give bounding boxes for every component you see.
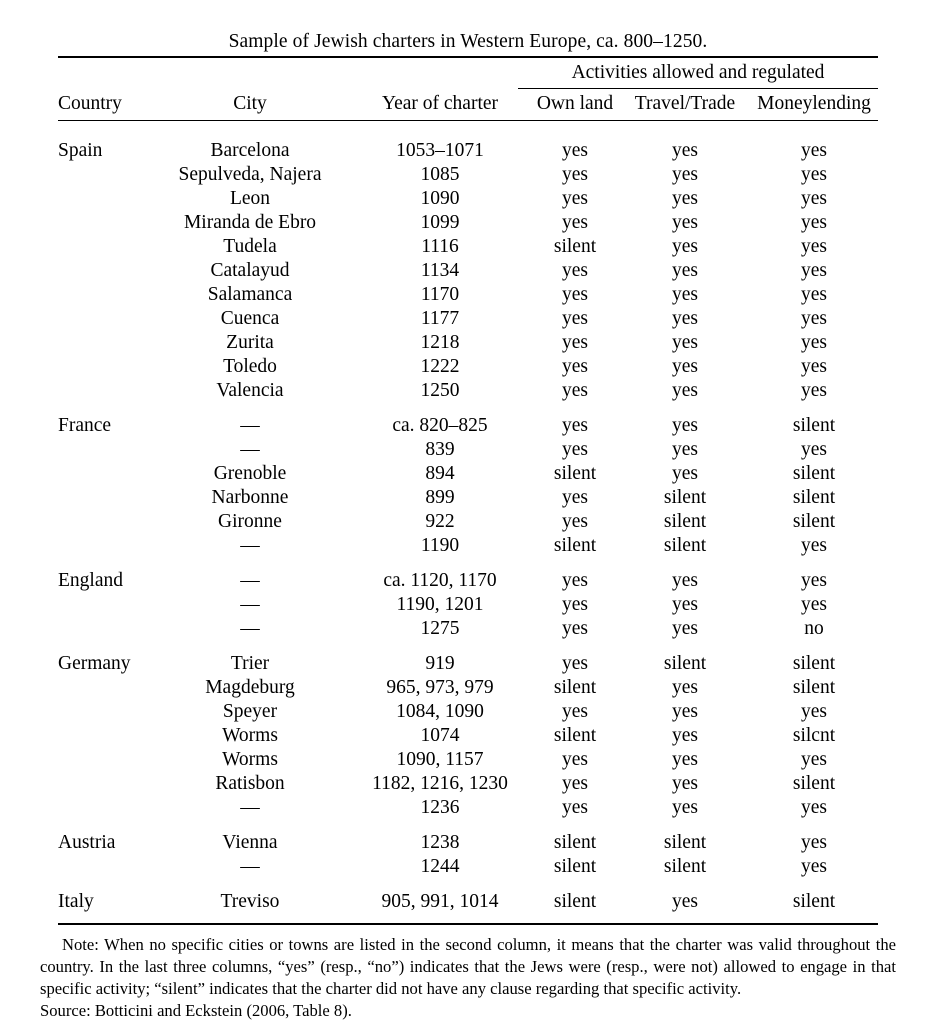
cell-own-land: silent	[553, 534, 597, 556]
cell-own-land: yes	[562, 379, 588, 401]
cell-country: Italy	[58, 890, 94, 912]
header-column-row	[58, 89, 878, 120]
cell-city: Treviso	[220, 890, 280, 912]
cell-moneylending: yes	[801, 569, 827, 591]
cell-travel-trade: yes	[672, 796, 698, 818]
cell-own-land: yes	[562, 652, 588, 674]
table-row	[58, 379, 878, 403]
cell-year: 922	[425, 510, 455, 532]
cell-city: Zurita	[226, 331, 274, 353]
cell-travel-trade: silent	[663, 486, 707, 508]
cell-travel-trade: yes	[672, 331, 698, 353]
cell-year: 1177	[420, 307, 460, 329]
table-row	[58, 617, 878, 641]
cell-year: 905, 991, 1014	[381, 890, 499, 912]
cell-own-land: yes	[562, 617, 588, 639]
cell-city: —	[240, 855, 260, 877]
cell-own-land: silent	[553, 235, 597, 257]
table-bottom-rule	[58, 923, 878, 925]
cell-moneylending: no	[804, 617, 824, 639]
table-row	[58, 700, 878, 724]
table-row	[58, 676, 878, 700]
cell-year: 1053–1071	[396, 139, 484, 161]
cell-year: 1275	[420, 617, 460, 639]
cell-year: 1116	[421, 235, 459, 257]
cell-travel-trade: silent	[663, 510, 707, 532]
cell-city: Catalayud	[210, 259, 290, 281]
cell-year: 1190	[420, 534, 460, 556]
column-header-city: City	[233, 92, 267, 114]
cell-year: ca. 820–825	[392, 414, 488, 436]
cell-moneylending: yes	[801, 187, 827, 209]
cell-moneylending: silent	[792, 510, 836, 532]
cell-city: —	[240, 569, 260, 591]
cell-travel-trade: silent	[663, 652, 707, 674]
cell-moneylending: yes	[801, 748, 827, 770]
cell-travel-trade: yes	[672, 438, 698, 460]
cell-travel-trade: yes	[672, 890, 698, 912]
table-row	[58, 283, 878, 307]
cell-own-land: yes	[562, 438, 588, 460]
cell-city: Sepulveda, Najera	[178, 163, 322, 185]
cell-city: Worms	[222, 724, 278, 746]
cell-year: 839	[425, 438, 455, 460]
cell-city: Grenoble	[213, 462, 287, 484]
table-row	[58, 235, 878, 259]
cell-own-land: yes	[562, 355, 588, 377]
cell-moneylending: yes	[801, 700, 827, 722]
cell-city: Ratisbon	[215, 772, 285, 794]
cell-own-land: yes	[562, 772, 588, 794]
cell-own-land: yes	[562, 307, 588, 329]
table-row	[58, 331, 878, 355]
cell-city: —	[240, 534, 260, 556]
cell-travel-trade: yes	[672, 414, 698, 436]
table-row	[58, 211, 878, 235]
cell-city: Valencia	[216, 379, 284, 401]
cell-own-land: yes	[562, 187, 588, 209]
cell-own-land: yes	[562, 414, 588, 436]
cell-year: 919	[425, 652, 455, 674]
cell-own-land: yes	[562, 331, 588, 353]
cell-year: 1090, 1157	[396, 748, 484, 770]
cell-travel-trade: yes	[672, 676, 698, 698]
header-group-row	[58, 58, 878, 88]
cell-moneylending: silcnt	[792, 724, 836, 746]
table-row	[58, 510, 878, 534]
cell-travel-trade: yes	[672, 724, 698, 746]
cell-moneylending: silent	[792, 462, 836, 484]
table-row	[58, 462, 878, 486]
cell-city: Toledo	[223, 355, 277, 377]
source-text: Source: Botticini and Eckstein (2006, Table 8).	[40, 1000, 352, 1020]
cell-year: 1134	[420, 259, 460, 281]
cell-country: Spain	[58, 139, 103, 161]
table-row	[58, 307, 878, 331]
cell-city: Barcelona	[210, 139, 290, 161]
cell-moneylending: yes	[801, 796, 827, 818]
table-row	[58, 414, 878, 438]
cell-city: Tudela	[223, 235, 277, 257]
note-text: Note: When no specific cities or towns are listed in the second column, it means that the charter was valid throughout the country. In the last three columns, “yes” (resp., “no”) indicates that the Jews were (resp., were not) allowed to engage in that specific activity; “silent” indicates that the charter did not have any clause regarding that specific activity.	[40, 934, 896, 998]
cell-year: 899	[425, 486, 455, 508]
cell-year: 1250	[420, 379, 460, 401]
table-row	[58, 163, 878, 187]
cell-own-land: yes	[562, 259, 588, 281]
cell-travel-trade: silent	[663, 534, 707, 556]
cell-moneylending: yes	[801, 235, 827, 257]
cell-own-land: yes	[562, 796, 588, 818]
table	[58, 56, 878, 925]
column-header-own-land: Own land	[536, 92, 614, 114]
cell-own-land: yes	[562, 211, 588, 233]
table-row	[58, 724, 878, 748]
table-row	[58, 593, 878, 617]
cell-moneylending: silent	[792, 772, 836, 794]
cell-city: Trier	[230, 652, 270, 674]
cell-travel-trade: yes	[672, 235, 698, 257]
page-title: Sample of Jewish charters in Western Europe, ca. 800–1250.	[228, 31, 708, 52]
cell-own-land: yes	[562, 569, 588, 591]
cell-own-land: yes	[562, 510, 588, 532]
cell-country: England	[58, 569, 123, 591]
cell-travel-trade: yes	[672, 187, 698, 209]
table-row	[58, 748, 878, 772]
table-row	[58, 486, 878, 510]
cell-year: 1244	[420, 855, 460, 877]
cell-moneylending: yes	[801, 259, 827, 281]
cell-year: 1182, 1216, 1230	[372, 772, 508, 794]
table-row	[58, 890, 878, 914]
cell-year: 1236	[420, 796, 460, 818]
cell-moneylending: yes	[801, 163, 827, 185]
table-row	[58, 855, 878, 879]
cell-city: Vienna	[222, 831, 278, 853]
cell-moneylending: silent	[792, 486, 836, 508]
cell-travel-trade: yes	[672, 748, 698, 770]
cell-moneylending: silent	[792, 652, 836, 674]
table-header	[58, 58, 878, 120]
table-row	[58, 569, 878, 593]
cell-travel-trade: yes	[672, 462, 698, 484]
cell-travel-trade: yes	[672, 772, 698, 794]
cell-city: Salamanca	[207, 283, 293, 305]
cell-moneylending: yes	[801, 379, 827, 401]
table-row	[58, 796, 878, 820]
cell-travel-trade: yes	[672, 307, 698, 329]
cell-moneylending: yes	[801, 283, 827, 305]
cell-city: —	[240, 617, 260, 639]
cell-own-land: yes	[562, 163, 588, 185]
cell-year: 965, 973, 979	[386, 676, 494, 698]
cell-own-land: yes	[562, 283, 588, 305]
cell-year: 1085	[420, 163, 460, 185]
column-header-country: Country	[58, 92, 122, 114]
table-row	[58, 139, 878, 163]
cell-city: Worms	[222, 748, 278, 770]
cell-own-land: silent	[553, 831, 597, 853]
table-row	[58, 355, 878, 379]
cell-moneylending: yes	[801, 593, 827, 615]
cell-city: —	[240, 593, 260, 615]
cell-city: —	[240, 796, 260, 818]
cell-year: 1074	[420, 724, 460, 746]
cell-city: Cuenca	[220, 307, 280, 329]
cell-travel-trade: silent	[663, 855, 707, 877]
cell-moneylending: yes	[801, 855, 827, 877]
cell-moneylending: yes	[801, 211, 827, 233]
header-group-activities: Activities allowed and regulated	[571, 61, 825, 83]
cell-moneylending: yes	[801, 831, 827, 853]
cell-travel-trade: yes	[672, 569, 698, 591]
cell-year: 1084, 1090	[396, 700, 484, 722]
cell-travel-trade: yes	[672, 259, 698, 281]
cell-year: 1190, 1201	[396, 593, 484, 615]
cell-moneylending: silent	[792, 414, 836, 436]
column-header-travel-trade: Travel/Trade	[634, 92, 736, 114]
cell-year: 1099	[420, 211, 460, 233]
cell-travel-trade: silent	[663, 831, 707, 853]
table-row	[58, 187, 878, 211]
cell-moneylending: yes	[801, 534, 827, 556]
cell-city: Speyer	[222, 700, 278, 722]
table-row	[58, 831, 878, 855]
cell-city: Leon	[229, 187, 271, 209]
cell-travel-trade: yes	[672, 617, 698, 639]
cell-country: Austria	[58, 831, 116, 853]
cell-own-land: yes	[562, 593, 588, 615]
cell-travel-trade: yes	[672, 700, 698, 722]
cell-travel-trade: yes	[672, 283, 698, 305]
cell-country: France	[58, 414, 112, 436]
cell-moneylending: silent	[792, 676, 836, 698]
cell-own-land: yes	[562, 748, 588, 770]
cell-city: —	[240, 414, 260, 436]
cell-city: Narbonne	[211, 486, 289, 508]
cell-moneylending: yes	[801, 355, 827, 377]
cell-year: 1238	[420, 831, 460, 853]
cell-own-land: yes	[562, 700, 588, 722]
cell-country: Germany	[58, 652, 131, 674]
cell-travel-trade: yes	[672, 355, 698, 377]
cell-year: 1170	[420, 283, 460, 305]
cell-own-land: silent	[553, 462, 597, 484]
cell-year: 894	[425, 462, 455, 484]
table-row	[58, 772, 878, 796]
cell-year: 1222	[420, 355, 460, 377]
table-notes	[40, 925, 896, 1022]
cell-moneylending: yes	[801, 307, 827, 329]
table-row	[58, 438, 878, 462]
table-row	[58, 534, 878, 558]
cell-own-land: yes	[562, 486, 588, 508]
table-row	[58, 259, 878, 283]
cell-travel-trade: yes	[672, 211, 698, 233]
cell-travel-trade: yes	[672, 593, 698, 615]
cell-year: ca. 1120, 1170	[383, 569, 497, 591]
cell-travel-trade: yes	[672, 163, 698, 185]
column-header-year: Year of charter	[381, 92, 499, 114]
cell-year: 1218	[420, 331, 460, 353]
cell-moneylending: silent	[792, 890, 836, 912]
cell-own-land: silent	[553, 855, 597, 877]
cell-moneylending: yes	[801, 139, 827, 161]
cell-travel-trade: yes	[672, 379, 698, 401]
cell-own-land: yes	[562, 139, 588, 161]
cell-city: —	[240, 438, 260, 460]
table-row	[58, 652, 878, 676]
cell-moneylending: yes	[801, 331, 827, 353]
cell-travel-trade: yes	[672, 139, 698, 161]
cell-year: 1090	[420, 187, 460, 209]
cell-own-land: silent	[553, 724, 597, 746]
cell-city: Magdeburg	[205, 676, 295, 698]
cell-city: Gironne	[218, 510, 282, 532]
table-body	[58, 139, 878, 914]
cell-moneylending: yes	[801, 438, 827, 460]
cell-own-land: silent	[553, 676, 597, 698]
cell-own-land: silent	[553, 890, 597, 912]
column-header-moneylending: Moneylending	[757, 92, 871, 114]
cell-city: Miranda de Ebro	[183, 211, 317, 233]
